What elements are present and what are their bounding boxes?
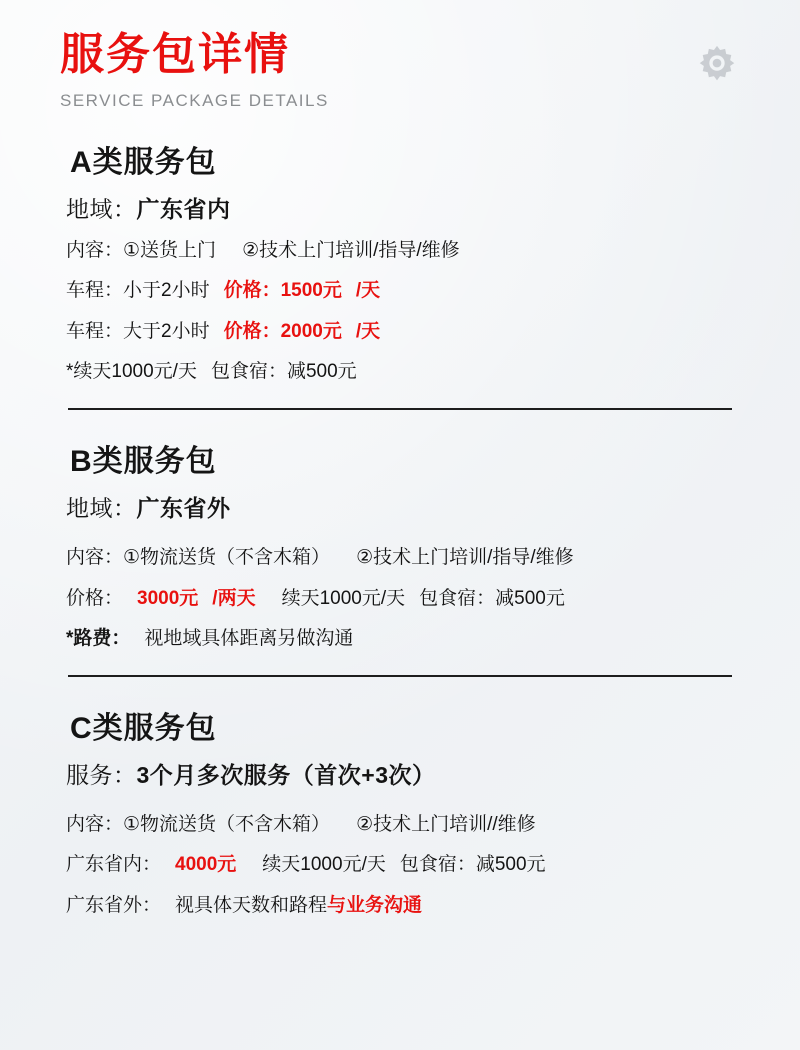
section-c-outside-line: [66, 893, 740, 920]
section-b-region-label: 地域：: [66, 494, 137, 521]
section-b-price-label: 价格：: [66, 587, 124, 609]
section-a-region-value: 广东省内: [136, 195, 231, 222]
section-a-content-line: [66, 238, 740, 265]
section-a-trip1-price: 1500元: [280, 280, 342, 302]
section-package-b: [60, 436, 740, 677]
section-c-inside-extra-value: 减500元: [475, 854, 546, 876]
section-b-note: 续天1000元/天: [281, 587, 406, 609]
section-c-title: C类服务包: [70, 711, 217, 745]
section-b-price-unit: /两天: [212, 587, 256, 609]
section-c-service-value: 3个月多次服务（首次+3次）: [136, 761, 436, 788]
section-a-note-line: [66, 359, 740, 386]
section-package-a: [60, 137, 740, 410]
section-a-trip2-unit: /天: [355, 320, 381, 342]
section-a-note: *续天1000元/天: [66, 361, 197, 383]
section-a-content-item2: ②技术上门培训/指导/维修: [242, 239, 460, 261]
section-c-content-item2: ②技术上门培训//维修: [356, 813, 536, 835]
section-a-region: [66, 191, 740, 224]
section-c-outside-label: 广东省外：: [66, 894, 162, 916]
section-a-trip1-unit: /天: [355, 280, 381, 302]
section-a-trip1-cond: 小于2小时: [123, 280, 210, 302]
section-c-service: [66, 757, 740, 790]
section-b-price: 3000元: [137, 587, 199, 609]
section-c-inside-price: 4000元: [175, 854, 237, 876]
section-c-content-line: [66, 812, 740, 839]
section-b-extra-value: 减500元: [495, 587, 565, 609]
section-a-content-label: 内容：: [66, 239, 124, 261]
section-a-trip-line-1: [66, 278, 740, 305]
section-b-region-value: 广东省外: [136, 494, 231, 521]
section-a-extra-value: 减500元: [286, 361, 357, 383]
section-a-trip2-cond: 大于2小时: [123, 320, 210, 342]
section-c-content-label: 内容：: [66, 813, 124, 835]
section-b-title: B类服务包: [70, 444, 217, 478]
section-a-extra-label: 包食宿：: [210, 361, 287, 383]
section-b-content-item2: ②技术上门培训/指导/维修: [356, 546, 574, 568]
section-a-trip1-price-label: 价格：: [223, 280, 281, 302]
section-b-region: [66, 490, 740, 523]
divider-b-c: [68, 675, 732, 677]
section-a-trip2-price: 2000元: [280, 320, 342, 342]
page-title: 服务包详情: [60, 30, 290, 79]
gear-icon: [694, 42, 740, 88]
section-c-inside-note: 续天1000元/天: [262, 854, 386, 876]
section-a-trip-line-2: [66, 319, 740, 346]
section-b-travel-note-label: *路费：: [66, 628, 131, 650]
divider-a-b: [68, 408, 732, 410]
section-b-price-line: [66, 586, 740, 613]
section-package-c: [60, 703, 740, 920]
section-a-trip2-label: 车程：: [66, 320, 124, 342]
section-b-content-item1: ①物流送货（不含木箱）: [123, 546, 331, 568]
section-a-title: A类服务包: [70, 145, 217, 179]
section-c-inside-line: [66, 852, 740, 879]
section-b-content-label: 内容：: [66, 546, 124, 568]
section-a-region-label: 地域：: [66, 195, 137, 222]
page-header: [60, 0, 740, 111]
section-a-trip1-label: 车程：: [66, 280, 124, 302]
section-a-content-item1: ①送货上门: [123, 239, 217, 261]
section-c-outside-red-text: 与业务沟通: [327, 894, 423, 916]
section-a-trip2-price-label: 价格：: [223, 320, 281, 342]
section-b-travel-note-line: [66, 626, 740, 653]
section-b-extra-label: 包食宿：: [419, 587, 496, 609]
section-c-inside-label: 广东省内：: [66, 854, 162, 876]
section-c-outside-text: 视具体天数和路程: [175, 894, 328, 916]
section-c-service-label: 服务：: [66, 761, 137, 788]
section-b-travel-note-value: 视地域具体距离另做沟通: [144, 628, 354, 650]
page-subtitle: SERVICE PACKAGE DETAILS: [60, 90, 329, 110]
section-c-inside-extra-label: 包食宿：: [399, 854, 476, 876]
section-b-content-line: [66, 545, 740, 572]
section-c-content-item1: ①物流送货（不含木箱）: [123, 813, 331, 835]
